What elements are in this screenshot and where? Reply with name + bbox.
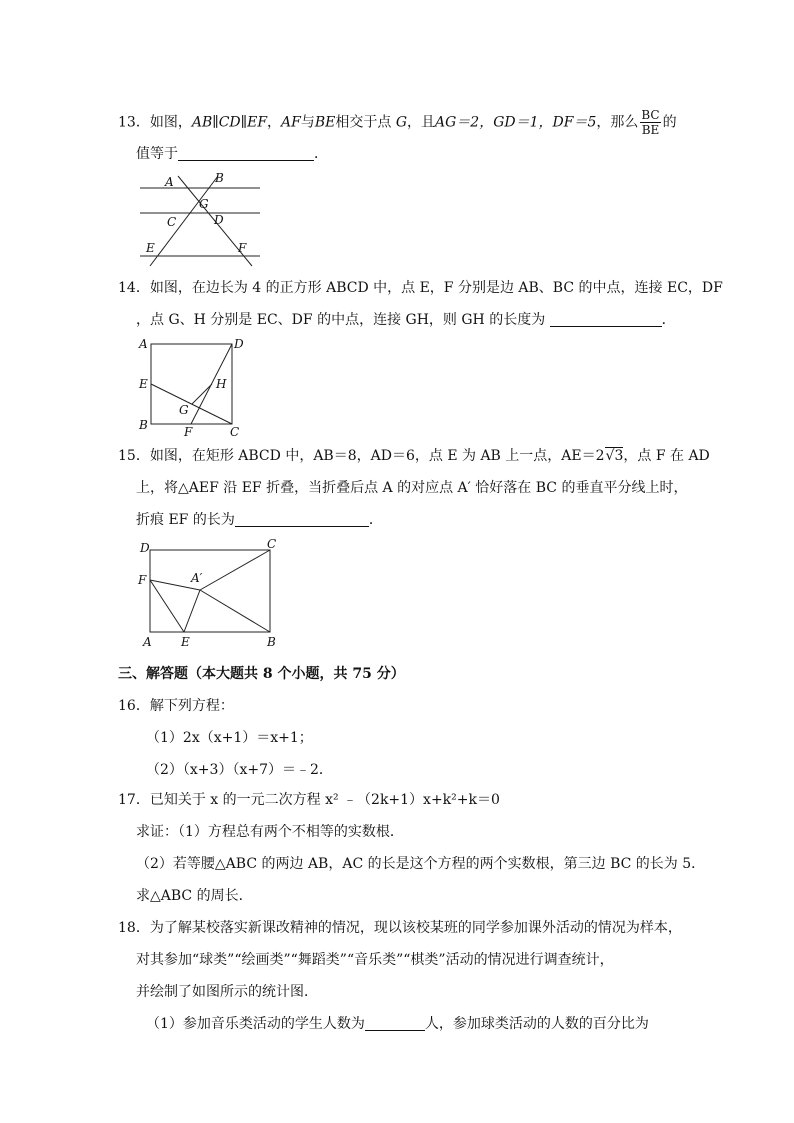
q15-number: 15．	[118, 448, 150, 464]
q18-line1: 18．为了解某校落实新课改精神的情况，现以该校某班的同学参加课外活动的情况为样本，	[118, 920, 682, 936]
label-b: B	[139, 418, 148, 432]
label-b: B	[215, 171, 224, 185]
label-f: F	[138, 573, 147, 587]
q15-line2: 上，将△AEF 沿 EF 折叠，当折叠后点 A 的对应点 A′ 恰好落在 BC 的垂直平分线上时，	[136, 480, 688, 496]
label-a: A	[139, 337, 148, 351]
label-g: G	[179, 403, 189, 417]
q13-answer-blank[interactable]	[178, 146, 314, 161]
segment-ea-prime	[184, 590, 200, 632]
q18-line4: （1）参加音乐类活动的学生人数为 人，参加球类活动的人数的百分比为	[146, 1016, 649, 1032]
label-f: F	[184, 425, 193, 439]
q15-line1: 15．如图，在矩形 ABCD 中，AB＝8，AD＝6，点 E 为 AB 上一点，AE＝2√3，点 F 在 AD	[118, 448, 710, 464]
q18-line3: 并绘制了如图所示的统计图．	[136, 984, 318, 1000]
label-d: D	[214, 213, 224, 227]
q13-figure	[136, 166, 266, 272]
label-b: B	[267, 635, 276, 649]
q18-number: 18．	[118, 920, 150, 936]
segment-a-prime-b	[200, 590, 270, 632]
q17-line2: 求证：（1）方程总有两个不相等的实数根．	[136, 824, 404, 840]
label-e: E	[146, 241, 155, 255]
q17-line3: （2）若等腰△ABC 的两边 AB，AC 的长是这个方程的两个实数根，第三边 BC 的长为 5．	[136, 856, 706, 872]
section-3-heading: 三、解答题（本大题共 8 个小题，共 75 分）	[118, 666, 405, 682]
label-c: C	[230, 425, 240, 439]
q18-answer-blank-1[interactable]	[365, 1016, 425, 1031]
q14-figure	[136, 336, 256, 440]
label-a: A	[165, 175, 174, 189]
line-be	[150, 176, 218, 266]
q18-line2: 对其参加“球类”“绘画类”“舞蹈类”“音乐类”“棋类”活动的情况进行调查统计，	[136, 952, 614, 968]
q14-number: 14．	[118, 280, 150, 296]
label-e: E	[181, 635, 190, 649]
label-d: D	[140, 541, 150, 555]
q16-sub2: （2）（x+3）（x+7）＝﹣2．	[146, 762, 333, 778]
rectangle-abcd	[150, 550, 270, 632]
label-g: G	[199, 197, 209, 211]
label-a-prime: A′	[191, 571, 203, 585]
q16-sub1: （1）2x（x+1）＝x+1；	[146, 730, 313, 746]
q16-title: 16．解下列方程：	[118, 698, 234, 714]
label-c: C	[267, 537, 277, 551]
q13-fraction: $\frac{BC}{BE}$	[641, 108, 660, 137]
q17-line4: 求△ABC 的周长．	[136, 888, 253, 904]
label-a: A	[143, 635, 152, 649]
label-e: E	[139, 377, 148, 391]
q15-answer-blank[interactable]	[235, 512, 369, 527]
q13-line2: 值等于 ．	[136, 146, 328, 162]
sqrt-symbol: √3	[605, 448, 624, 464]
segment-gh	[192, 384, 212, 404]
q13-line1: 13．如图，AB∥CD∥EF，AF与BE相交于点 G，且AG＝2，GD＝1，DF＝5，那么 $\frac{BC}{BE}$ 的	[118, 108, 677, 137]
q16-number: 16．	[118, 698, 150, 714]
q13-number: 13．	[118, 114, 150, 131]
q17-line1: 17．已知关于 x 的一元二次方程 x² ﹣（2k+1）x+k²+k＝0	[118, 792, 500, 808]
q14-answer-blank[interactable]	[550, 312, 662, 327]
q15-line3: 折痕 EF 的长为 ．	[136, 512, 383, 528]
segment-a-prime-c	[200, 550, 270, 590]
q15-figure	[136, 536, 286, 652]
q14-line2: ，点 G、H 分别是 EC、DF 的中点，连接 GH，则 GH 的长度为 ．	[136, 312, 676, 328]
crease-ef	[150, 580, 184, 632]
label-c: C	[167, 215, 177, 229]
q14-line1: 14．如图，在边长为 4 的正方形 ABCD 中，点 E，F 分别是边 AB、BC 的中点，连接 EC，DF	[118, 280, 723, 296]
label-f: F	[238, 241, 247, 255]
label-h: H	[216, 377, 227, 391]
label-d: D	[234, 337, 244, 351]
q17-number: 17．	[118, 792, 150, 808]
